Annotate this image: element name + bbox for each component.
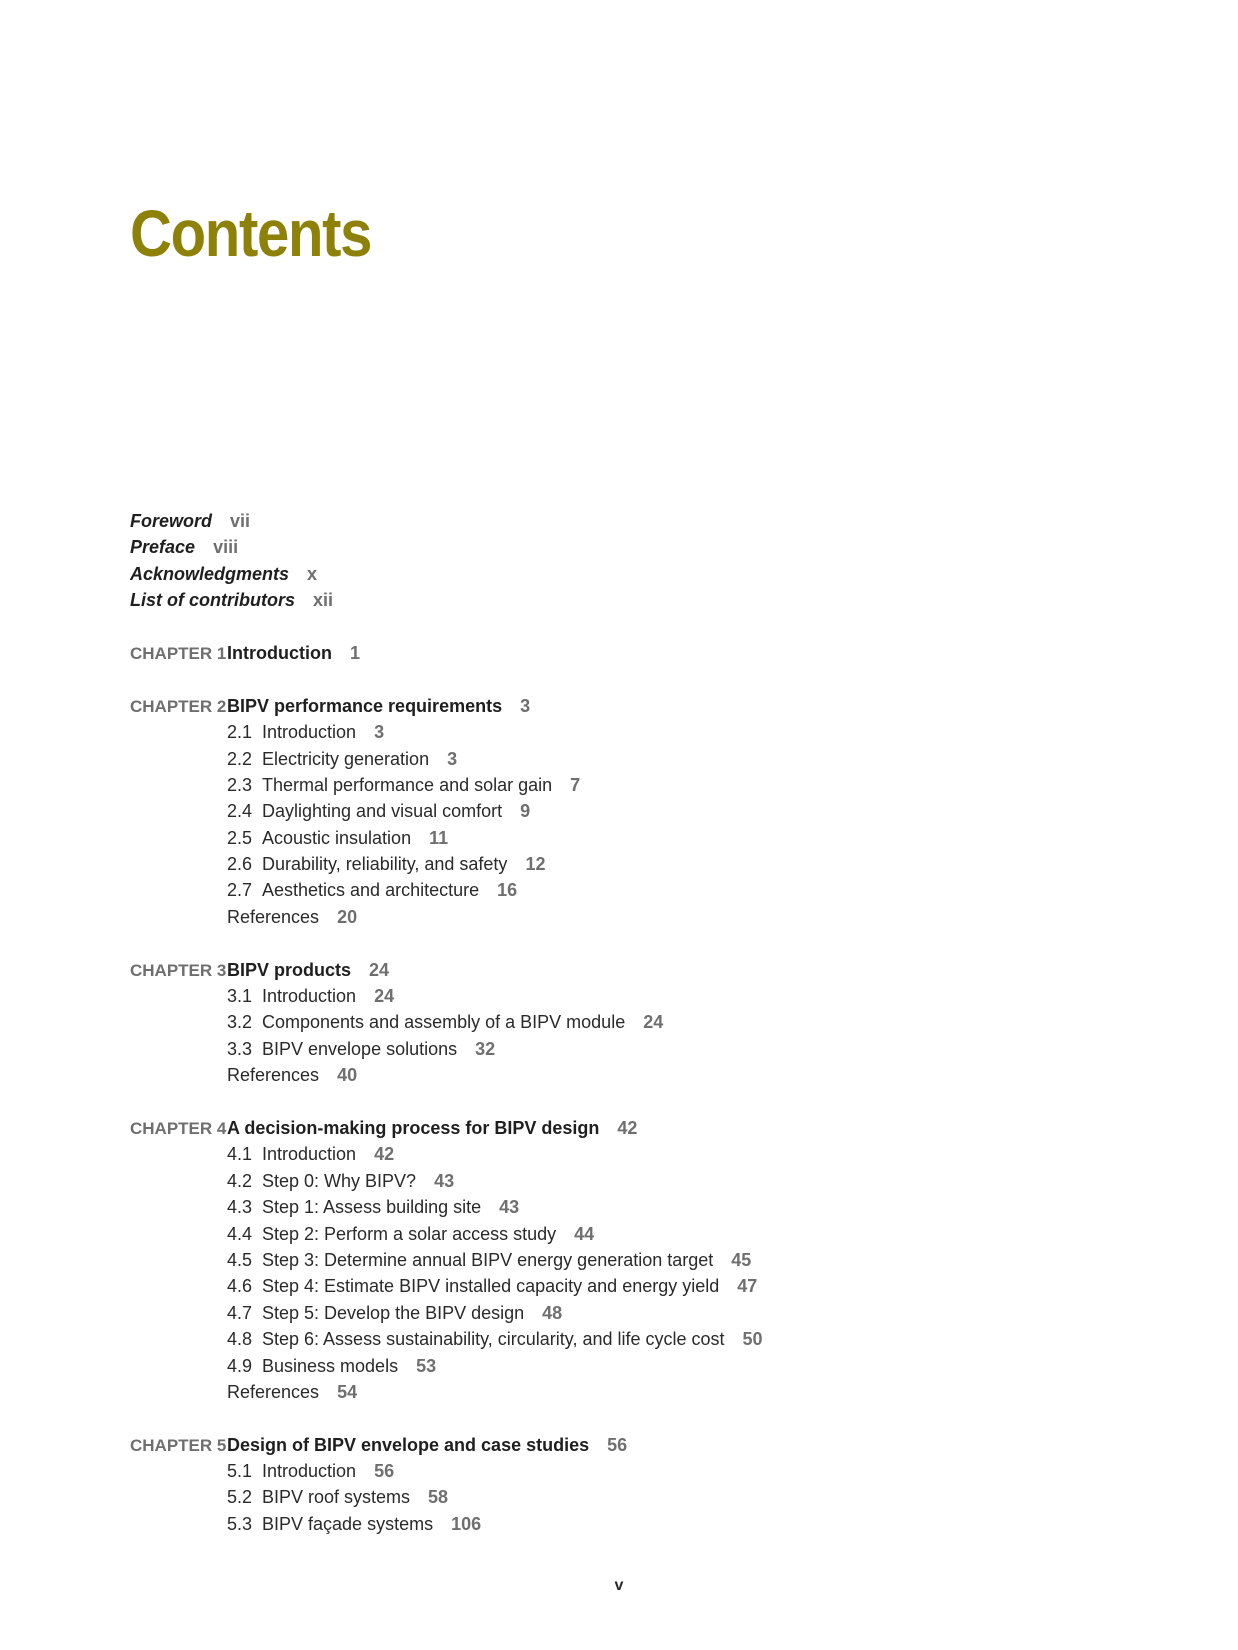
section-entry[interactable] xyxy=(130,1511,1130,1537)
page-title: Contents xyxy=(130,196,372,270)
chapter-entry[interactable] xyxy=(130,957,1130,983)
page-number-ref: 44 xyxy=(574,1223,595,1244)
section-entry[interactable] xyxy=(130,719,1130,745)
section-title: Step 5: Develop the BIPV design xyxy=(262,1302,525,1323)
section-title: BIPV façade systems xyxy=(262,1513,434,1534)
section-number: 4.3 xyxy=(227,1197,253,1218)
section-number: 2.6 xyxy=(227,854,253,875)
section-title: Step 4: Estimate BIPV installed capacity and energy yield xyxy=(262,1276,720,1297)
chapter-entry[interactable] xyxy=(130,1115,1130,1141)
section-number: 2.7 xyxy=(227,880,253,901)
section-title: Aesthetics and architecture xyxy=(262,880,480,901)
page-number-ref: 16 xyxy=(497,880,518,901)
section-title: Introduction xyxy=(262,1144,357,1165)
section-title: Step 6: Assess sustainability, circularity, and life cycle cost xyxy=(262,1329,725,1350)
section-entry[interactable] xyxy=(130,1326,1130,1352)
section-number: 3.3 xyxy=(227,1038,253,1059)
page-number-ref: 58 xyxy=(428,1487,449,1508)
chapter-title: Design of BIPV envelope and case studies xyxy=(227,1434,590,1455)
section-title: References xyxy=(227,1065,320,1086)
chapter-entry[interactable] xyxy=(130,1432,1130,1458)
section-number: 4.7 xyxy=(227,1302,253,1323)
section-number: 4.6 xyxy=(227,1276,253,1297)
section-title: Durability, reliability, and safety xyxy=(262,854,508,875)
spacer xyxy=(130,614,1130,640)
page-number-ref: 7 xyxy=(570,774,581,795)
section-title: Business models xyxy=(262,1355,399,1376)
chapter-label: CHAPTER 4 xyxy=(130,1118,227,1138)
chapter-label: CHAPTER 1 xyxy=(130,643,227,663)
section-number: 5.3 xyxy=(227,1513,253,1534)
table-of-contents xyxy=(130,508,1130,1537)
page-number-ref: xii xyxy=(313,590,334,611)
section-entry[interactable] xyxy=(130,1300,1130,1326)
chapter-entry[interactable] xyxy=(130,640,1130,666)
page-number-ref: 106 xyxy=(451,1513,482,1534)
section-title: Introduction xyxy=(262,986,357,1007)
section-title: Acoustic insulation xyxy=(262,827,412,848)
section-number: 2.1 xyxy=(227,722,253,743)
page-number-ref: 43 xyxy=(434,1170,455,1191)
section-title: References xyxy=(227,1381,320,1402)
section-entry[interactable] xyxy=(130,1036,1130,1062)
section-entry[interactable] xyxy=(130,746,1130,772)
chapter-entry[interactable] xyxy=(130,693,1130,719)
page-number-ref: viii xyxy=(213,537,239,558)
section-number: 5.1 xyxy=(227,1461,253,1482)
section-number: 4.2 xyxy=(227,1170,253,1191)
chapter-label: CHAPTER 3 xyxy=(130,960,227,980)
section-number: 2.5 xyxy=(227,827,253,848)
front-matter-entry[interactable] xyxy=(130,561,1130,587)
section-entry[interactable] xyxy=(130,1353,1130,1379)
chapter-label: CHAPTER 5 xyxy=(130,1435,227,1455)
section-entry[interactable] xyxy=(130,1484,1130,1510)
section-number: 2.4 xyxy=(227,801,253,822)
section-entry[interactable] xyxy=(130,1062,1130,1088)
section-entry[interactable] xyxy=(130,772,1130,798)
section-number: 4.1 xyxy=(227,1144,253,1165)
spacer xyxy=(130,666,1130,692)
page-number-ref: vii xyxy=(230,511,251,531)
section-title: Step 3: Determine annual BIPV energy generation target xyxy=(262,1249,714,1270)
section-title: Thermal performance and solar gain xyxy=(262,774,553,795)
front-matter-title: List of contributors xyxy=(130,590,295,611)
section-entry[interactable] xyxy=(130,798,1130,824)
page-number-ref: 32 xyxy=(475,1038,496,1059)
page-number-ref: 1 xyxy=(349,642,360,663)
section-number: 4.8 xyxy=(227,1329,253,1350)
section-number: 2.2 xyxy=(227,748,253,769)
section-number: 4.5 xyxy=(227,1249,253,1270)
page-number-ref: 47 xyxy=(737,1276,758,1297)
section-title: BIPV roof systems xyxy=(262,1487,411,1508)
page-number: v xyxy=(614,1577,624,1594)
front-matter-entry[interactable] xyxy=(130,508,1130,534)
chapter-title: A decision-making process for BIPV design xyxy=(227,1117,600,1138)
page-number-ref: 43 xyxy=(499,1197,520,1218)
page-number-ref: 24 xyxy=(643,1012,664,1033)
section-title: BIPV envelope solutions xyxy=(262,1038,458,1059)
section-entry[interactable] xyxy=(130,877,1130,903)
section-entry[interactable] xyxy=(130,1194,1130,1220)
page-number-ref: 54 xyxy=(337,1381,358,1402)
section-entry[interactable] xyxy=(130,1247,1130,1273)
spacer xyxy=(130,1405,1130,1431)
section-number: 2.3 xyxy=(227,774,253,795)
spacer xyxy=(130,1089,1130,1115)
page-number-ref: 3 xyxy=(520,695,531,716)
page-number-ref: 9 xyxy=(520,801,531,822)
section-entry[interactable] xyxy=(130,983,1130,1009)
page-number-ref: 56 xyxy=(607,1434,628,1455)
page-number-ref: 20 xyxy=(337,906,358,927)
section-entry[interactable] xyxy=(130,1379,1130,1405)
section-title: Introduction xyxy=(262,722,357,743)
front-matter-entry[interactable] xyxy=(130,534,1130,560)
page-number-ref: x xyxy=(307,563,318,584)
section-entry[interactable] xyxy=(130,1141,1130,1167)
section-title: Introduction xyxy=(262,1461,357,1482)
chapter-title: Introduction xyxy=(227,642,332,663)
page-number-ref: 50 xyxy=(742,1329,763,1350)
section-title: Step 0: Why BIPV? xyxy=(262,1170,417,1191)
section-title: Electricity generation xyxy=(262,748,430,769)
section-title: Step 2: Perform a solar access study xyxy=(262,1223,557,1244)
page-number-ref: 48 xyxy=(542,1302,563,1323)
section-title: Daylighting and visual comfort xyxy=(262,801,503,822)
section-number: 3.1 xyxy=(227,986,253,1007)
front-matter-entry[interactable] xyxy=(130,587,1130,613)
page-number-ref: 11 xyxy=(429,827,449,848)
section-number: 4.4 xyxy=(227,1223,253,1244)
section-entry[interactable] xyxy=(130,904,1130,930)
section-entry[interactable] xyxy=(130,1458,1130,1484)
page-number-ref: 24 xyxy=(369,959,390,980)
section-entry[interactable] xyxy=(130,851,1130,877)
front-matter-title: Foreword xyxy=(130,511,213,531)
section-number: 4.9 xyxy=(227,1355,253,1376)
page-number-ref: 24 xyxy=(374,986,395,1007)
section-entry[interactable] xyxy=(130,1221,1130,1247)
page-number-ref: 12 xyxy=(525,854,546,875)
chapter-label: CHAPTER 2 xyxy=(130,696,227,716)
section-entry[interactable] xyxy=(130,825,1130,851)
section-number: 5.2 xyxy=(227,1487,253,1508)
section-title: Components and assembly of a BIPV module xyxy=(262,1012,626,1033)
section-entry[interactable] xyxy=(130,1273,1130,1299)
page-number-ref: 53 xyxy=(416,1355,437,1376)
page-number-ref: 45 xyxy=(731,1249,752,1270)
front-matter-title: Preface xyxy=(130,537,196,558)
spacer xyxy=(130,930,1130,956)
section-entry[interactable] xyxy=(130,1168,1130,1194)
section-number: 3.2 xyxy=(227,1012,253,1033)
page-number-ref: 56 xyxy=(374,1461,395,1482)
section-entry[interactable] xyxy=(130,1009,1130,1035)
page-number-ref: 3 xyxy=(447,748,458,769)
page-number-ref: 42 xyxy=(374,1144,395,1165)
chapter-title: BIPV products xyxy=(227,959,352,980)
section-title: Step 1: Assess building site xyxy=(262,1197,482,1218)
front-matter-title: Acknowledgments xyxy=(130,563,290,584)
page-number-ref: 40 xyxy=(337,1065,358,1086)
page-number-ref: 42 xyxy=(617,1117,638,1138)
chapter-title: BIPV performance requirements xyxy=(227,695,503,716)
page-number-ref: 3 xyxy=(374,722,385,743)
section-title: References xyxy=(227,906,320,927)
